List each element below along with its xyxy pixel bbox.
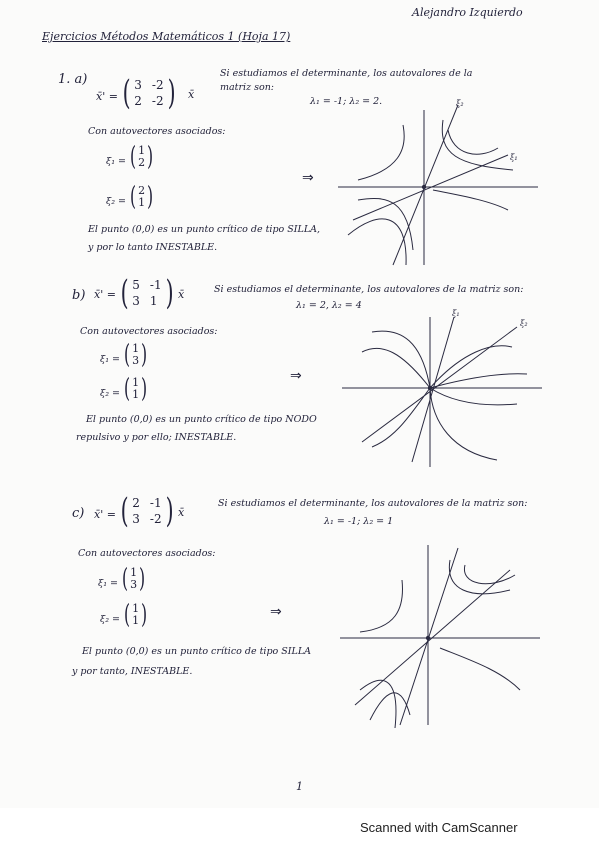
exercise-a-phase-portrait <box>338 100 538 270</box>
exercise-b-eigenvector-1: ( 1 3 ) <box>124 340 148 370</box>
matrix-cell: -2 <box>151 94 164 108</box>
trajectory <box>430 346 512 388</box>
trajectory <box>440 648 520 690</box>
eigen-line-1 <box>393 105 458 265</box>
exercise-a-eigenvector-1: ( 1 2 ) <box>130 142 154 172</box>
exercise-b-conclusion-1: El punto (0,0) es un punto crítico de tipo NODO <box>86 414 317 425</box>
matrix-cell: 2 <box>134 94 142 108</box>
trajectory <box>360 580 403 632</box>
exercise-a-text-line-2: matriz son: <box>220 82 275 93</box>
critical-point <box>426 636 430 640</box>
plot-label-xi1: ξ₁ <box>510 153 518 162</box>
exercise-b-phase-portrait <box>342 309 542 472</box>
exercise-c-xi1-label: ξ₁ = <box>98 578 119 589</box>
exercise-c-text-line-1: Si estudiamos el determinante, los autovalores de la matriz son: <box>218 498 528 509</box>
exercise-c-rhs: x̄ <box>178 506 185 519</box>
exercise-a-text-line-1: Si estudiamos el determinante, los autovalores de la <box>220 68 473 79</box>
exercise-c-eigenvalues: λ₁ = -1; λ₂ = 1 <box>324 516 394 527</box>
matrix-cell: -1 <box>149 278 162 292</box>
author-name: Alejandro Izquierdo <box>412 6 523 19</box>
trajectory <box>442 120 513 170</box>
exercise-a-conclusion-2: y por lo tanto INESTABLE. <box>88 242 218 253</box>
exercise-b-xi2-label: ξ₂ = <box>100 388 121 399</box>
trajectory <box>348 219 406 265</box>
exercise-a-label: 1. a) <box>58 72 88 87</box>
exercise-a-lhs: x̄' = <box>96 90 118 103</box>
exercise-c-conclusion-1: El punto (0,0) es un punto crítico de tipo SILLA <box>82 646 312 657</box>
plot-label-xi2: ξ₂ <box>520 319 528 328</box>
trajectory <box>464 565 515 584</box>
matrix-cell: -2 <box>149 512 162 526</box>
exercise-a-eigenvector-2: ( 2 1 ) <box>130 182 154 212</box>
critical-point <box>428 386 432 390</box>
vector-entry: 2 <box>138 156 146 169</box>
matrix-cell: 5 <box>132 278 140 292</box>
trajectory <box>372 388 430 447</box>
vector-entry: 1 <box>130 566 138 579</box>
implies-arrow-icon: ⇒ <box>290 368 302 384</box>
trajectory <box>370 693 410 720</box>
plot-label-xi2: ξ₂ <box>456 99 464 108</box>
exercise-a-rhs: x̄ <box>188 88 195 101</box>
scanner-watermark: Scanned with CamScanner <box>360 820 518 835</box>
exercise-c-eigvec-intro: Con autovectores asociados: <box>78 548 216 559</box>
exercise-b-eigenvalues: λ₁ = 2, λ₂ = 4 <box>296 300 362 311</box>
matrix-cell: -2 <box>151 78 164 92</box>
scanner-footer <box>0 808 599 848</box>
implies-arrow-icon: ⇒ <box>270 604 282 620</box>
exercise-b-rhs: x̄ <box>178 288 185 301</box>
exercise-b-eigenvector-2: ( 1 1 ) <box>124 374 148 404</box>
trajectory <box>448 130 498 154</box>
exercise-c-label: c) <box>72 506 85 521</box>
exercise-b-label: b) <box>72 288 86 303</box>
vector-entry: 1 <box>132 342 140 355</box>
exercise-c-matrix: ( 2 -1 3 -2 ) <box>120 491 174 531</box>
eigen-line-2 <box>362 327 517 442</box>
trajectory <box>449 560 510 594</box>
exercise-c-xi2-label: ξ₂ = <box>100 614 121 625</box>
vector-entry: 1 <box>138 144 146 157</box>
critical-point <box>422 185 426 189</box>
matrix-cell: 3 <box>132 512 140 526</box>
page-number: 1 <box>296 780 303 793</box>
exercise-b-conclusion-2: repulsivo y por ello; INESTABLE. <box>76 432 237 443</box>
vector-entry: 1 <box>132 614 140 627</box>
exercise-a-xi1-label: ξ₁ = <box>106 156 127 167</box>
exercise-a-matrix: ( 3 -2 2 -2 ) <box>122 73 176 113</box>
exercise-c-eigenvector-1: ( 1 3 ) <box>122 564 146 594</box>
exercise-b-xi1-label: ξ₁ = <box>100 354 121 365</box>
vector-entry: 1 <box>132 376 140 389</box>
exercise-b-lhs: x̄' = <box>94 288 116 301</box>
matrix-cell: 2 <box>132 496 140 510</box>
trajectory <box>430 388 517 405</box>
exercise-a-xi2-label: ξ₂ = <box>106 196 127 207</box>
exercise-a-eigenvalues: λ₁ = -1; λ₂ = 2. <box>310 96 383 107</box>
vector-entry: 2 <box>138 184 146 197</box>
trajectory <box>372 331 430 388</box>
trajectory <box>358 125 404 180</box>
exercise-c-conclusion-2: y por tanto, INESTABLE. <box>72 666 193 677</box>
matrix-cell: -1 <box>149 496 162 510</box>
matrix-cell: 1 <box>149 294 158 308</box>
exercise-b-matrix: ( 5 -1 3 1 ) <box>120 273 174 313</box>
exercise-b-text-line-1: Si estudiamos el determinante, los autovalores de la matriz son: <box>214 284 524 295</box>
vector-entry: 3 <box>130 578 138 591</box>
matrix-cell: 3 <box>134 78 142 92</box>
vector-entry: 3 <box>132 354 140 367</box>
exercise-c-lhs: x̄' = <box>94 508 116 521</box>
trajectory <box>430 388 497 460</box>
vector-entry: 1 <box>138 196 146 209</box>
trajectory <box>433 190 508 210</box>
trajectory <box>360 680 396 728</box>
implies-arrow-icon: ⇒ <box>302 170 314 186</box>
vector-entry: 1 <box>132 602 140 615</box>
exercise-a-conclusion-1: El punto (0,0) es un punto crítico de tipo SILLA, <box>88 224 321 235</box>
plot-label-xi1: ξ₁ <box>452 309 460 318</box>
exercise-c-eigenvector-2: ( 1 1 ) <box>124 600 148 630</box>
matrix-cell: 3 <box>132 294 140 308</box>
page-title: Ejercicios Métodos Matemáticos 1 (Hoja 17) <box>42 30 291 43</box>
exercise-a-eigvec-intro: Con autovectores asociados: <box>88 126 226 137</box>
exercise-c-phase-portrait <box>340 540 540 730</box>
vector-entry: 1 <box>132 388 140 401</box>
exercise-b-eigvec-intro: Con autovectores asociados: <box>80 326 218 337</box>
